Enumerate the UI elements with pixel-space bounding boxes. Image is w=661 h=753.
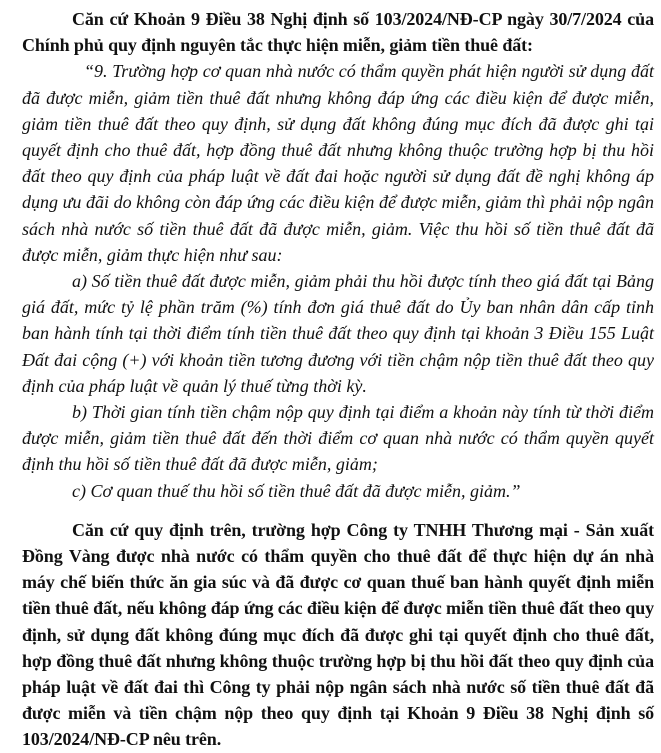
quote-item-c: c) Cơ quan thuế thu hồi số tiền thuê đất đã được miễn, giảm.” [72, 480, 521, 501]
quote-item-a: a) Số tiền thuê đất được miễn, giảm phải thu hồi được tính theo giá đất tại Bảng giá đất, mức tỷ lệ phần trăm (%) tính đơn giá thuê đất do Ủy ban nhân dân cấp tỉnh ban hành tính tại thời điểm tính tiền thuê đất theo quy định tại khoản 3 Điều 155 Luật Đất đai cộng (+) với khoản tiền tương đương với tiền chậm nộp tiền thuê đất theo quy định của pháp luật về quản lý thuế từng thời kỳ. [22, 271, 654, 396]
document-body [22, 6, 654, 753]
intro-paragraph: Căn cứ Khoản 9 Điều 38 Nghị định số 103/2024/NĐ-CP ngày 30/7/2024 của Chính phủ quy định nguyên tắc thực hiện miễn, giảm tiền thuê đất: [22, 9, 654, 56]
quoted-regulation [22, 58, 654, 503]
paragraph-spacer [22, 504, 654, 517]
quote-item-b: b) Thời gian tính tiền chậm nộp quy định tại điểm a khoản này tính từ thời điểm được miễn, giảm tiền thuê đất đến thời điểm cơ quan nhà nước có thẩm quyền quyết định thu hồi số tiền thuê đất đã được miễn, giảm; [22, 402, 654, 475]
quote-main: “9. Trường hợp cơ quan nhà nước có thẩm quyền phát hiện người sử dụng đất đã được miễn, giảm tiền thuê đất nhưng không đáp ứng các điều kiện để được miễn, giảm tiền thuê đất theo quy định, sử dụng đất không đúng mục đích đã được ghi tại quyết định cho thuê đất, hợp đồng thuê đất nhưng không thuộc trường hợp bị thu hồi đất theo quy định của pháp luật về đất đai hoặc người sử dụng đất đề nghị không áp dụng ưu đãi do không còn đáp ứng các điều kiện để được miễn, giảm thì phải nộp ngân sách nhà nước số tiền thuê đất đã được miễn, giảm. Việc thu hồi số tiền thuê đất đã được miễn, giảm thực hiện như sau: [22, 61, 654, 265]
conclusion-paragraph: Căn cứ quy định trên, trường hợp Công ty TNHH Thương mại - Sản xuất Đồng Vàng được nhà nước có thẩm quyền cho thuê đất để thực hiện dự án nhà máy chế biến thức ăn gia súc và đã được cơ quan thuế ban hành quyết định miễn tiền thuê đất, nếu không đáp ứng các điều kiện để được miễn tiền thuê đất theo quy định, sử dụng đất không đúng mục đích đã được ghi tại quyết định cho thuê đất, hợp đồng thuê đất nhưng không thuộc trường hợp bị thu hồi đất theo quy định của pháp luật về đất đai thì Công ty phải nộp ngân sách nhà nước số tiền thuê đất đã được miễn và tiền chậm nộp theo quy định tại Khoản 9 Điều 38 Nghị định số 103/2024/NĐ-CP nêu trên. [22, 519, 654, 750]
